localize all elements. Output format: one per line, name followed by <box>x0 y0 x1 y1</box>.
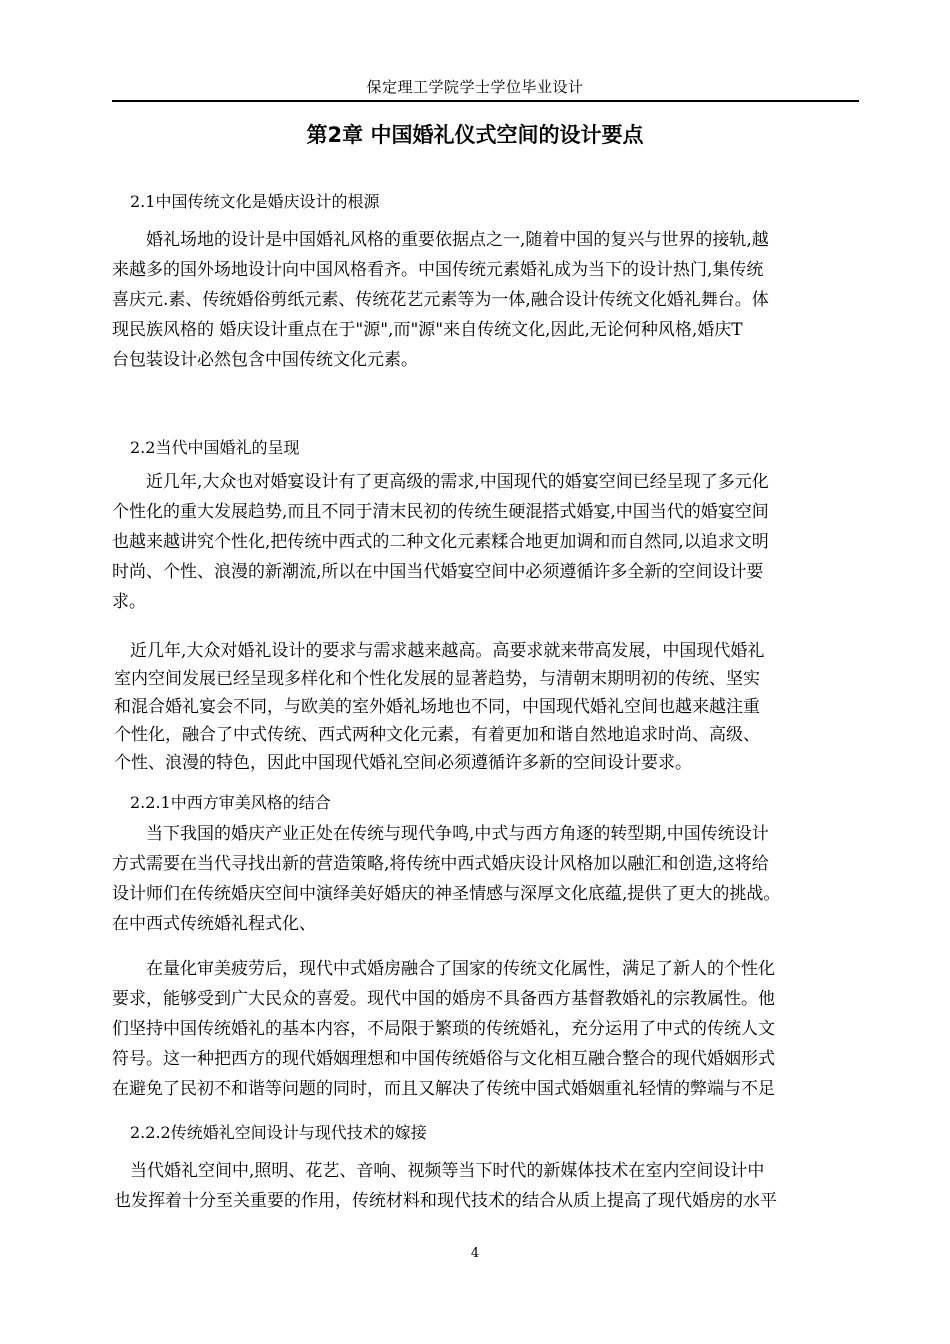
header-rule <box>112 100 859 102</box>
page-number: 4 <box>470 1246 480 1261</box>
paragraph-line: 要求，能够受到广大民众的喜爱。现代中国的婚房不具备西方基督教婚礼的宗教属性。他 <box>112 989 775 1009</box>
paragraph-line: 在量化审美疲劳后，现代中式婚房融合了国家的传统文化属性，满足了新人的个性化 <box>146 959 775 979</box>
paragraph-line: 当代婚礼空间中,照明、花艺、音响、视频等当下时代的新媒体技术在室内空间设计中 <box>130 1161 765 1181</box>
paragraph-line: 符号。这一种把西方的现代婚姻理想和中国传统婚俗与文化相互融合整合的现代婚姻形式 <box>112 1049 775 1069</box>
paragraph-line: 婚礼场地的设计是中国婚礼风格的重要依据点之一,随着中国的复兴与世界的接轨,越 <box>146 230 769 250</box>
paragraph-2-2-a <box>112 467 872 617</box>
paragraph-line: 室内空间发展已经呈现多样化和个性化发展的显著趋势，与清朝末期明初的传统、坚实 <box>114 669 760 689</box>
paragraph-line: 和混合婚礼宴会不同，与欧美的室外婚礼场地也不同，中国现代婚礼空间也越来越注重 <box>114 697 760 717</box>
paragraph-line: 近几年,大众对婚礼设计的要求与需求越来越高。高要求就来带高发展，中国现代婚礼 <box>130 641 765 661</box>
section-heading-2-2: 2.2当代中国婚礼的呈现 <box>130 438 300 457</box>
paragraph-line: 近几年,大众也对婚宴设计有了更高级的需求,中国现代的婚宴空间已经呈现了多元化 <box>146 472 769 492</box>
paragraph-line: 在中西式传统婚礼程式化、 <box>112 914 316 934</box>
paragraph-line: 也越来越讲究个性化,把传统中西式的二种文化元素糅合地更加调和而自然同,以追求文明 <box>112 532 769 552</box>
paragraph-2-2-b <box>114 637 870 777</box>
paragraph-2-2-1-b <box>112 954 872 1104</box>
paragraph-line: 现民族风格的 婚庆设计重点在于"源",而"源"来自传统文化,因此,无论何种风格,婚庆T <box>112 320 743 340</box>
paragraph-line: 方式需要在当代寻找出新的营造策略,将传统中西式婚庆设计风格加以融汇和创造,这将给 <box>112 854 769 874</box>
paragraph-line: 个性化，融合了中式传统、西式两种文化元素，有着更加和谐自然地追求时尚、高级、 <box>114 725 760 745</box>
paragraph-line: 设计师们在传统婚庆空间中演绎美好婚庆的神圣情感与深厚文化底蕴,提供了更大的挑战。 <box>112 884 781 904</box>
paragraph-line: 求。 <box>112 592 146 612</box>
paragraph-2-2-1-a <box>112 819 872 939</box>
section-heading-2-2-1: 2.2.1中西方审美风格的结合 <box>130 793 331 812</box>
paragraph-2-2-2 <box>114 1156 870 1216</box>
running-header: 保定理工学院学士学位毕业设计 <box>366 78 584 96</box>
section-heading-2-1: 2.1中国传统文化是婚庆设计的根源 <box>130 192 380 211</box>
section-heading-2-2-2: 2.2.2传统婚礼空间设计与现代技术的嫁接 <box>130 1123 427 1142</box>
paragraph-line: 个性、浪漫的特色，因此中国现代婚礼空间必须遵循许多新的空间设计要求。 <box>114 753 692 773</box>
chapter-title: 第2章 中国婚礼仪式空间的设计要点 <box>306 123 644 147</box>
paragraph-line: 们坚持中国传统婚礼的基本内容，不局限于繁琐的传统婚礼，充分运用了中式的传统人文 <box>112 1019 775 1039</box>
paragraph-line: 喜庆元.素、传统婚俗剪纸元素、传统花艺元素等为一体,融合设计传统文化婚礼舞台。体 <box>112 290 769 310</box>
paragraph-2-1 <box>112 225 872 375</box>
paragraph-line: 个性化的重大发展趋势,而且不同于清末民初的传统生硬混搭式婚宴,中国当代的婚宴空间 <box>112 502 769 522</box>
paragraph-line: 时尚、个性、浪漫的新潮流,所以在中国当代婚宴空间中必须遵循许多全新的空间设计要 <box>112 562 764 582</box>
paragraph-line: 在避免了民初不和谐等问题的同时，而且又解决了传统中国式婚姻重礼轻情的弊端与不足 <box>112 1079 775 1099</box>
paragraph-line: 当下我国的婚庆产业正处在传统与现代争鸣,中式与西方角逐的转型期,中国传统设计 <box>146 824 769 844</box>
paragraph-line: 台包装设计必然包含中国传统文化元素。 <box>112 350 418 370</box>
paragraph-line: 来越多的国外场地设计向中国风格看齐。中国传统元素婚礼成为当下的设计热门,集传统 <box>112 260 764 280</box>
paragraph-line: 也发挥着十分至关重要的作用，传统材料和现代技术的结合从质上提高了现代婚房的水平 <box>114 1191 777 1211</box>
